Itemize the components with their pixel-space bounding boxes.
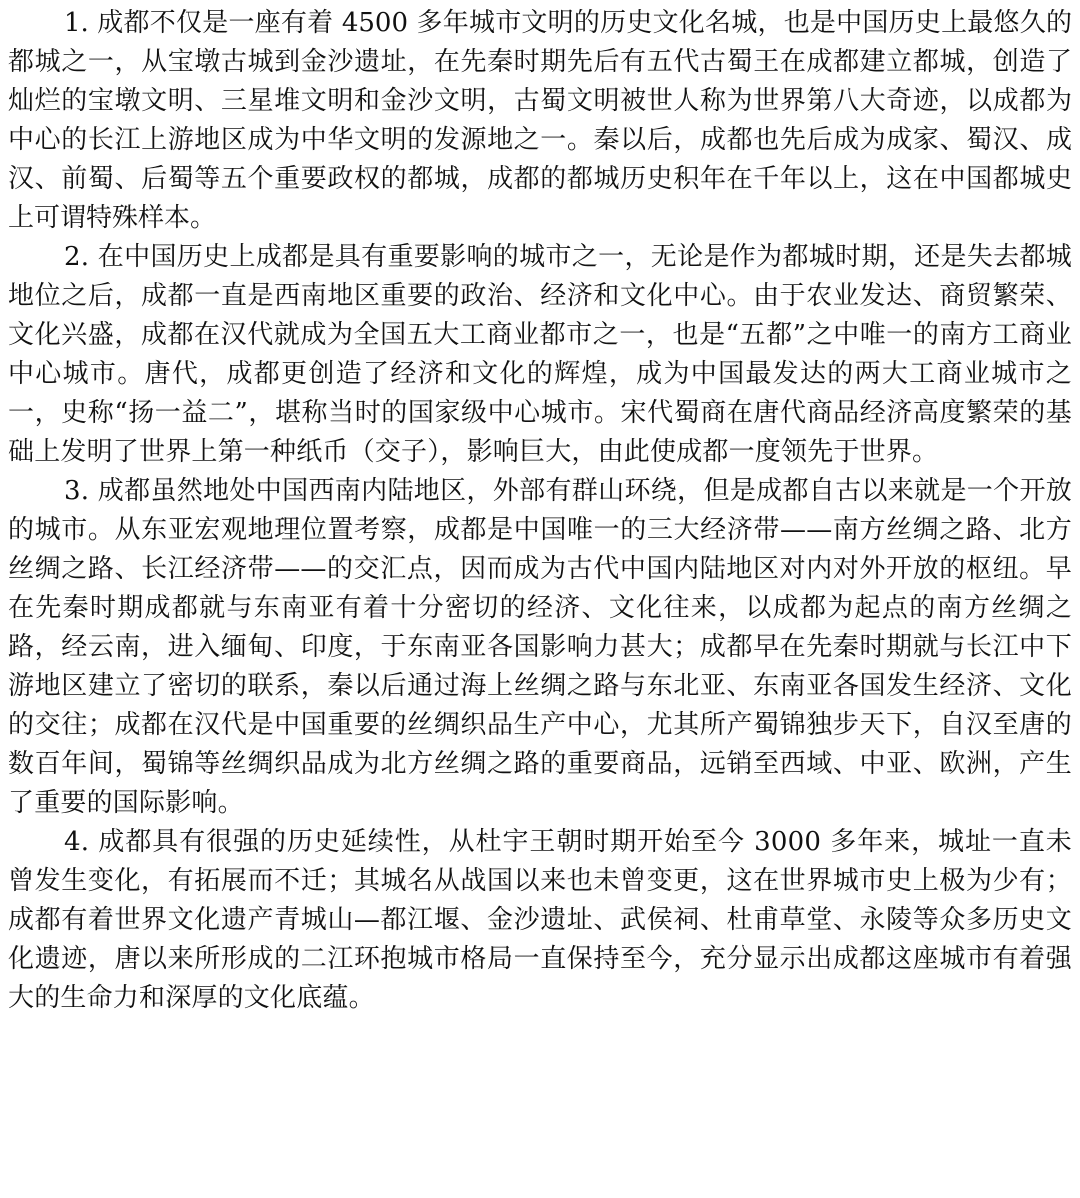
paragraph-1: 1. 成都不仅是一座有着 4500 多年城市文明的历史文化名城，也是中国历史上最悠久的都城之一，从宝墩古城到金沙遗址，在先秦时期先后有五代古蜀王在成都建立都城，创造了灿烂的宝墩文明、三星堆文明和金沙文明，古蜀文明被世人称为世界第八大奇迹，以成都为中心的长江上游地区成为中华文明的发源地之一。秦以后，成都也先后成为成家、蜀汉、成汉、前蜀、后蜀等五个重要政权的都城，成都的都城历史积年在千年以上，这在中国都城史上可谓特殊样本。 [8,8,1072,233]
paragraph-4: 4. 成都具有很强的历史延续性，从杜宇王朝时期开始至今 3000 多年来，城址一直未曾发生变化，有拓展而不迁；其城名从战国以来也未曾变更，这在世界城市史上极为少有；成都有着世界文化遗产青城山—都江堰、金沙遗址、武侯祠、杜甫草堂、永陵等众多历史文化遗迹，唐以来所形成的二江环抱城市格局一直保持至今，充分显示出成都这座城市有着强大的生命力和深厚的文化底蕴。 [8,827,1072,1013]
paragraph-2: 2. 在中国历史上成都是具有重要影响的城市之一，无论是作为都城时期，还是失去都城地位之后，成都一直是西南地区重要的政治、经济和文化中心。由于农业发达、商贸繁荣、文化兴盛，成都在汉代就成为全国五大工商业都市之一，也是“五都”之中唯一的南方工商业中心城市。唐代，成都更创造了经济和文化的辉煌，成为中国最发达的两大工商业城市之一，史称“扬一益二”，堪称当时的国家级中心城市。宋代蜀商在唐代商品经济高度繁荣的基础上发明了世界上第一种纸币（交子），影响巨大，由此使成都一度领先于世界。 [8,242,1072,467]
paragraph-3: 3. 成都虽然地处中国西南内陆地区，外部有群山环绕，但是成都自古以来就是一个开放的城市。从东亚宏观地理位置考察，成都是中国唯一的三大经济带——南方丝绸之路、北方丝绸之路、长江经济带——的交汇点，因而成为古代中国内陆地区对内对外开放的枢纽。早在先秦时期成都就与东南亚有着十分密切的经济、文化往来，以成都为起点的南方丝绸之路，经云南，进入缅甸、印度，于东南亚各国影响力甚大；成都早在先秦时期就与长江中下游地区建立了密切的联系，秦以后通过海上丝绸之路与东北亚、东南亚各国发生经济、文化的交往；成都在汉代是中国重要的丝绸织品生产中心，尤其所产蜀锦独步天下，自汉至唐的数百年间，蜀锦等丝绸织品成为北方丝绸之路的重要商品，远销至西域、中亚、欧洲，产生了重要的国际影响。 [8,476,1072,818]
